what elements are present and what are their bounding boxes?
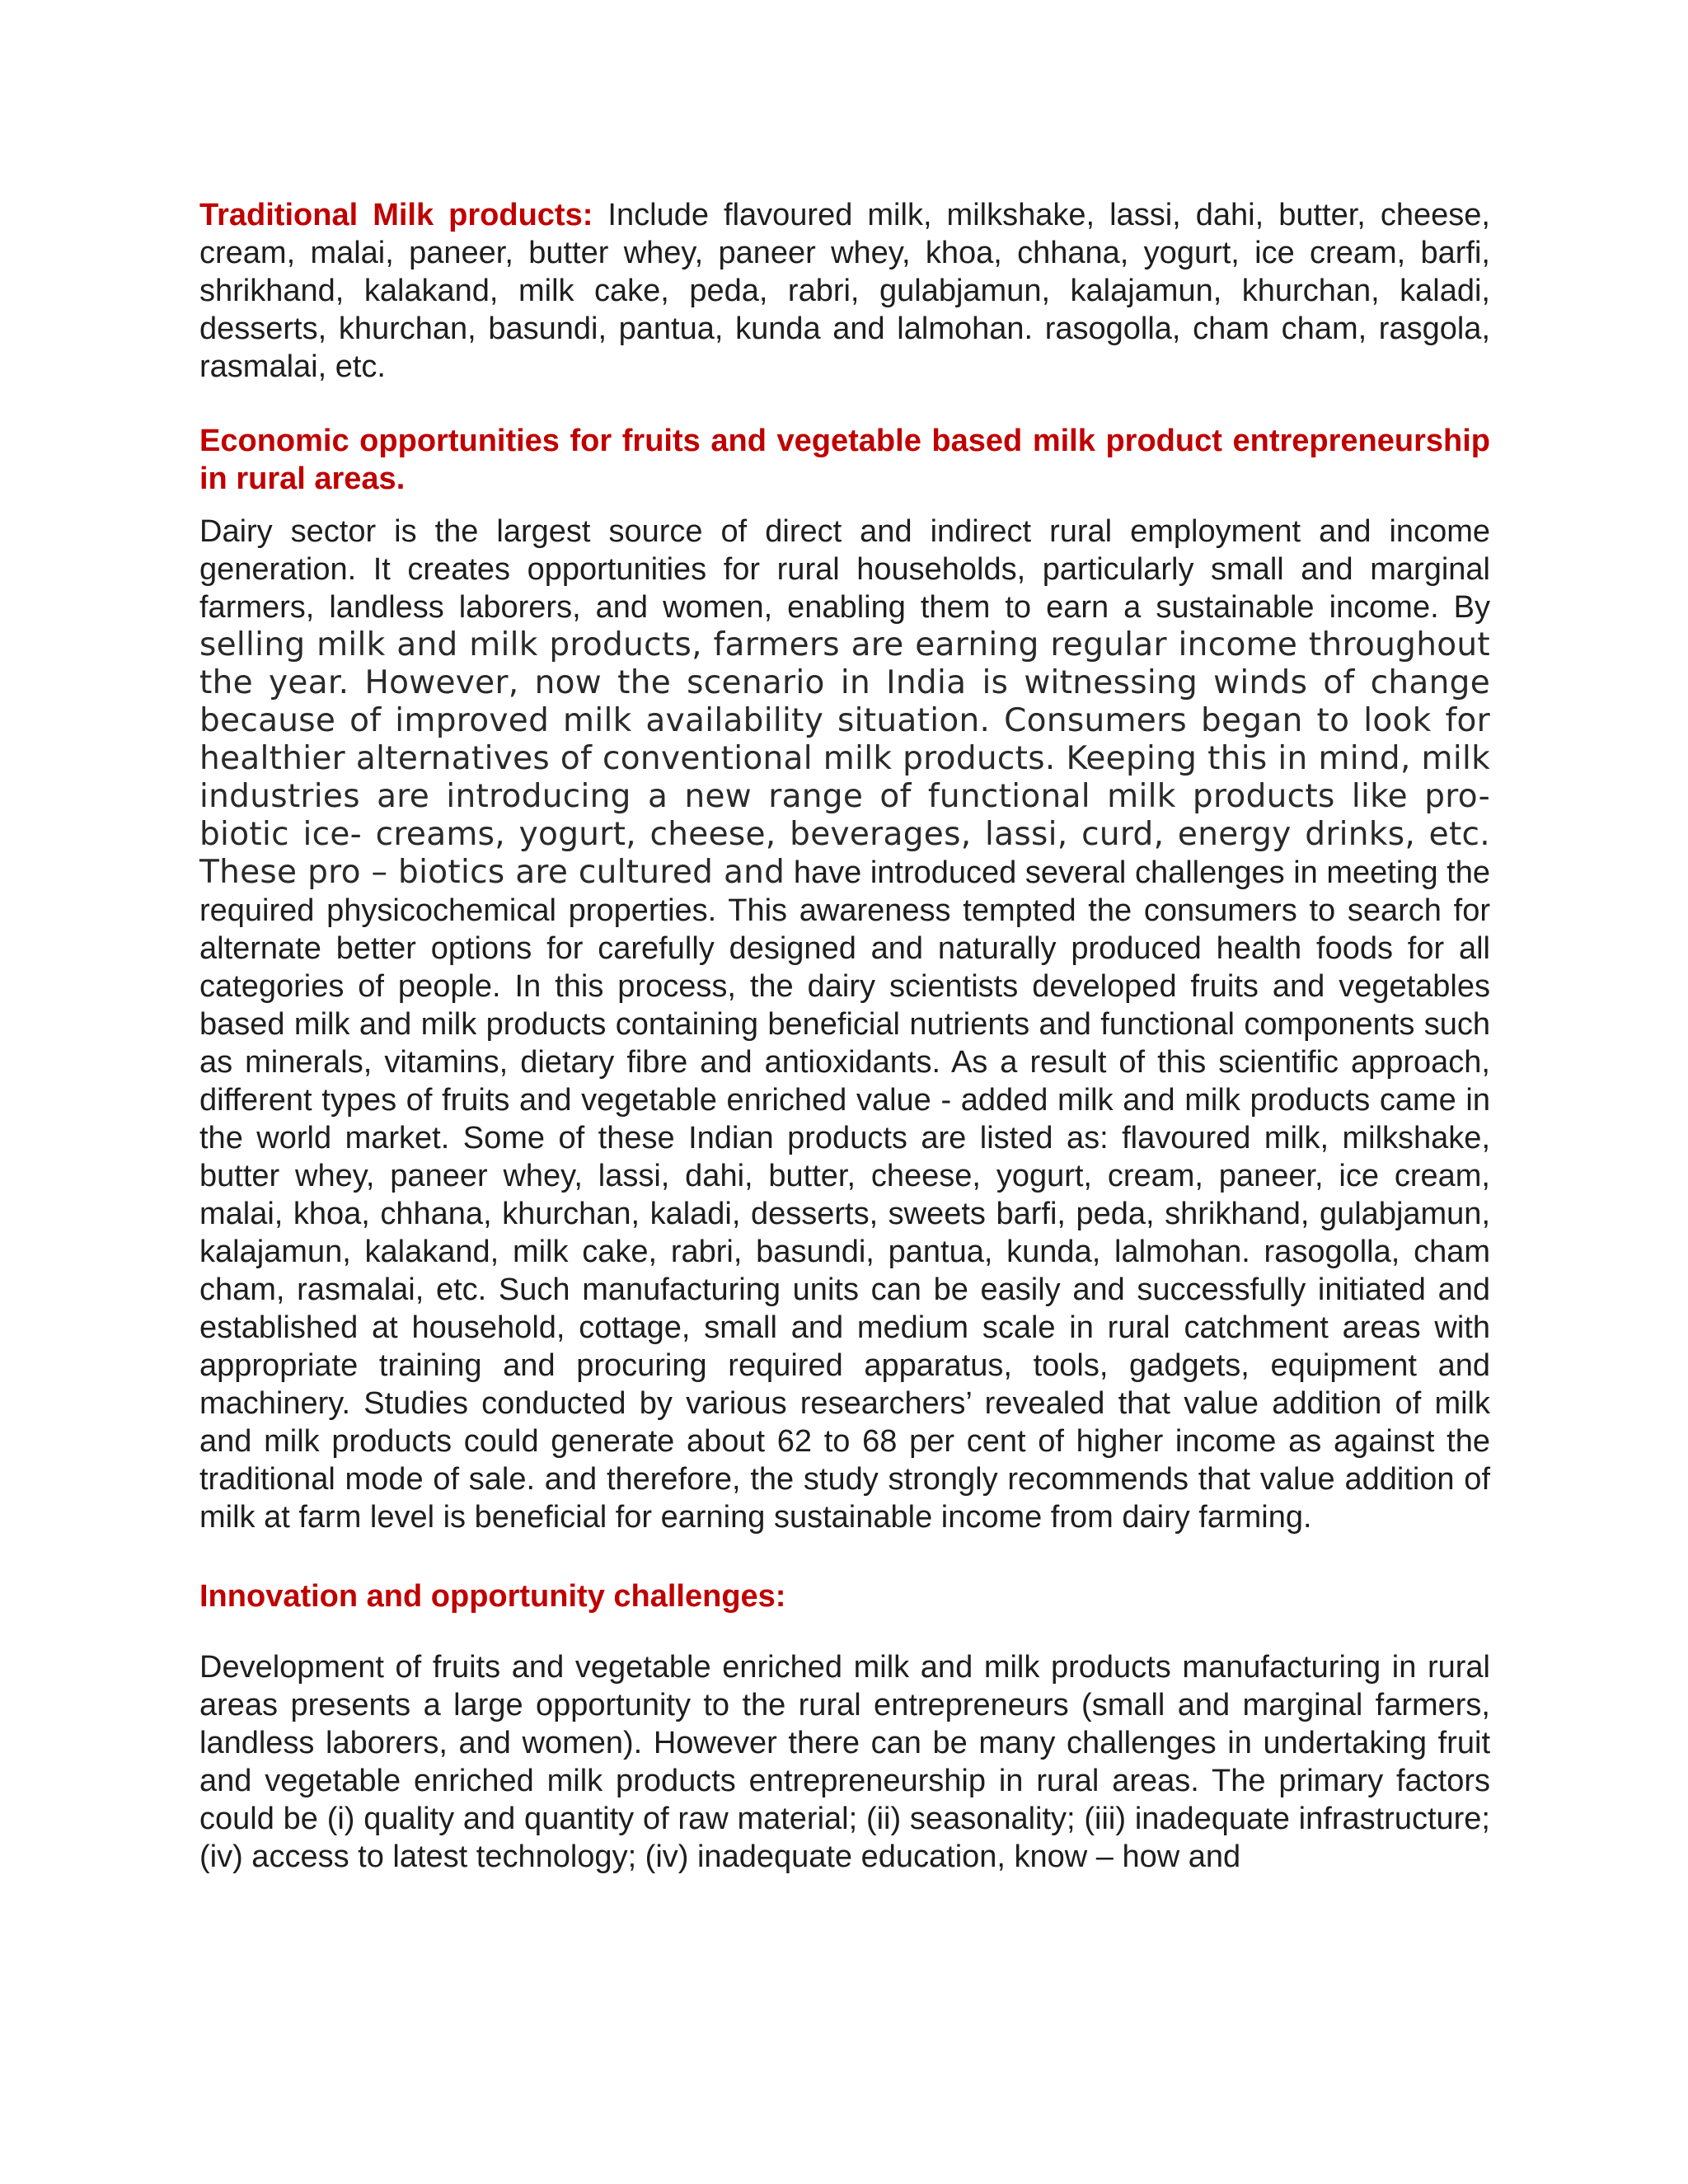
innovation-challenges-heading: Innovation and opportunity challenges: <box>199 1579 786 1614</box>
innovation-challenges-paragraph: Development of fruits and vegetable enriched milk and milk products manufacturing in rural areas presents a large opportunity to the rural entrepreneurs (small and marginal farmers, landless laborers, and women). However there can be many challenges in undertaking fruit and vegetable enriched milk products entrepreneurship in rural areas. The primary factors could be (i) quality and quantity of raw material; (ii) seasonality; (iii) inadequate infrastructure; (iv) access to latest technology; (iv) inadequate education, know – how and <box>199 1650 1490 1874</box>
economic-opportunities-text-c: have introduced several challenges in meeting the required physicochemical properties. This awareness tempted the consumers to search for alternate better options for carefully designed and naturally produced health foods for all categories of people. In this process, the dairy scientists developed fruits and vegetables based milk and milk products containing beneficial nutrients and functional components such as minerals, vitamins, dietary fibre and antioxidants. As a result of this scientific approach, different types of fruits and vegetable enriched value - added milk and milk products came in the world market. Some of these Indian products are listed as: flavoured milk, milkshake, butter whey, paneer whey, lassi, dahi, butter, cheese, yogurt, cream, paneer, ice cream, malai, khoa, chhana, khurchan, kaladi, desserts, sweets barfi, peda, shrikhand, gulabjamun, kalajamun, kalakand, milk cake, rabri, basundi, pantua, kunda, lalmohan. rasogolla, cham cham, rasmalai, etc. Such manufacturing units can be easily and successfully initiated and established at household, cottage, small and medium scale in rural catchment areas with appropriate training and procuring required apparatus, tools, gadgets, equipment and machinery. Studies conducted by various researchers’ revealed that value addition of milk and milk products could generate about 62 to 68 per cent of higher income as against the traditional mode of sale. and therefore, the study strongly recommends that value addition of milk at farm level is beneficial for earning sustainable income from dairy farming. <box>199 855 1490 1535</box>
economic-opportunities-text-a: Dairy sector is the largest source of direct and indirect rural employment and income generation. It creates opportunities for rural households, particularly small and marginal farmers, landless laborers, and women, enabling them to earn a sustainable income. By <box>199 514 1490 625</box>
traditional-milk-products-heading: Traditional Milk products: <box>199 198 593 232</box>
economic-opportunities-paragraph <box>199 513 1490 1536</box>
traditional-milk-products-paragraph <box>199 196 1490 386</box>
economic-opportunities-text-b: selling milk and milk products, farmers are earning regular income throughout the year. However, now the scenario in India is witnessing winds of change because of improved milk availability situation. Consumers began to look for healthier alternatives of conventional milk products. Keeping this in mind, milk industries are introducing a new range of functional milk products like pro-biotic ice- creams, yogurt, cheese, beverages, lassi, curd, energy drinks, etc. These pro – biotics are cultured and <box>199 626 1490 891</box>
economic-opportunities-heading: Economic opportunities for fruits and vegetable based milk product entrepreneurship in rural areas. <box>199 424 1490 496</box>
traditional-milk-products-text: Include flavoured milk, milkshake, lassi, dahi, butter, cheese, cream, malai, paneer, butter whey, paneer whey, khoa, chhana, yogurt, ice cream, barfi, shrikhand, kalakand, milk cake, peda, rabri, gulabjamun, kalajamun, khurchan, kaladi, desserts, khurchan, basundi, pantua, kunda and lalmohan. rasogolla, cham cham, rasgola, rasmalai, etc. <box>199 198 1490 384</box>
document-page <box>199 196 1490 1876</box>
